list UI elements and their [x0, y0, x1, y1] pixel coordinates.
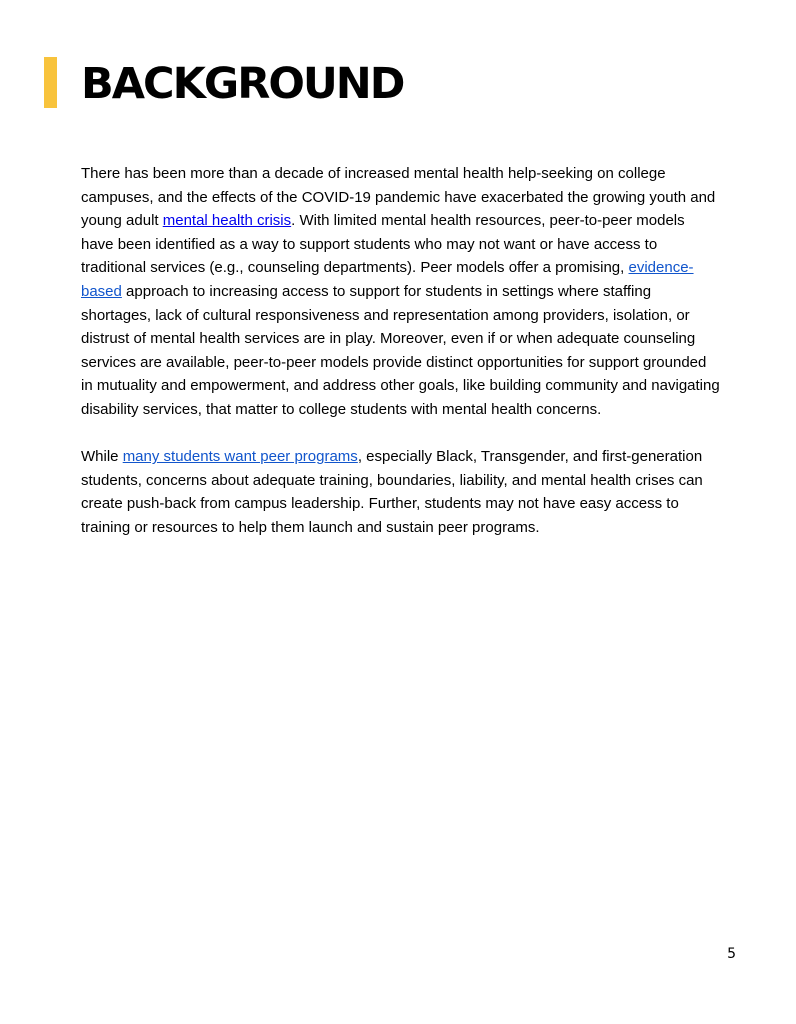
paragraph-2 [81, 445, 721, 539]
paragraph-1 [81, 162, 721, 422]
paragraph-1-text-1: There has been more than a decade of increased mental health help-seeking on college campuses, and the effects of the COVID-19 pandemic have exacerbated the growing youth and young adult [81, 165, 716, 230]
body-text [81, 162, 721, 540]
paragraph-2-text-2: , especially Black, Transgender, and first-generation students, concerns about adequate training, boundaries, liability, and mental health crises can create push-back from campus leadership. Further, students may not have easy access to training or resources to help them launch and sustain peer programs. [81, 448, 703, 536]
title-accent-bar [44, 57, 57, 108]
mental-health-crisis-link[interactable]: mental health crisis [162, 212, 292, 230]
many-students-want-peer-programs-link[interactable]: many students want peer programs [122, 448, 358, 466]
evidence-based-link[interactable]: evidence-based [81, 259, 694, 300]
paragraph-2-text-1: While [81, 448, 123, 466]
page-title: BACKGROUND [81, 59, 404, 109]
paragraph-1-text-3: approach to increasing access to support for students in settings where staffing shortages, lack of cultural responsiveness and representation among providers, isolation, or distrust of mental health services are in play. Moreover, even if or when adequate counseling services are available, peer-to-peer models provide distinct opportunities for support grounded in mutuality and empowerment, and address other goals, like building community and navigating disability services, that matter to college students with mental health concerns. [81, 282, 720, 418]
paragraph-1-text-2: . With limited mental health resources, peer-to-peer models have been identified as a way to support students who may not want or have access to traditional services (e.g., counseling departments). Peer models offer a promising, [81, 212, 685, 277]
page-number: 5 [727, 946, 736, 962]
